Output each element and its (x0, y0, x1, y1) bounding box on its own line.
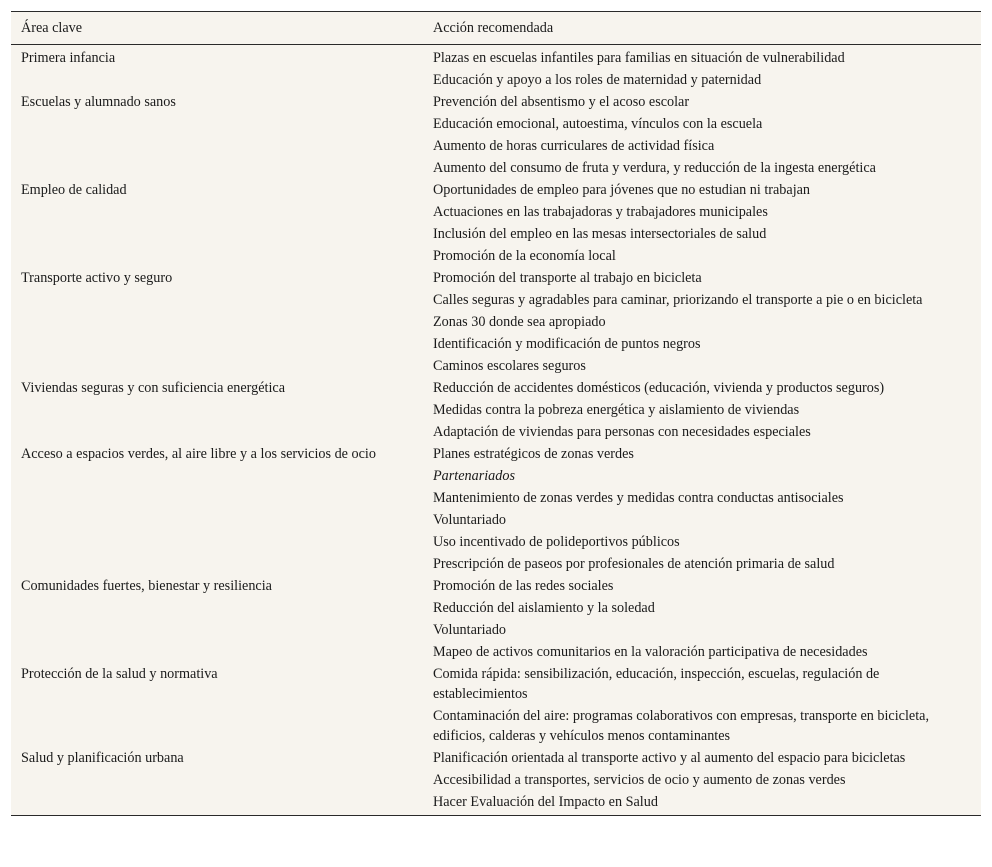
area-cell (11, 45, 423, 91)
action-item: Comida rápida: sensibilización, educación, inspección, escuelas, regulación de establecimientos (433, 666, 880, 702)
action-item: Calles seguras y agradables para caminar, priorizando el transporte a pie o en bicicleta (433, 292, 923, 308)
area-cell (11, 746, 423, 815)
action-item: Voluntariado (433, 512, 507, 528)
actions-cell (423, 90, 981, 178)
action-item: Promoción de la economía local (433, 248, 616, 264)
action-item: Voluntariado (433, 622, 507, 638)
actions-cell (423, 178, 981, 266)
recommendations-table (11, 11, 981, 816)
table-row (11, 442, 981, 574)
action-item: Adaptación de viviendas para personas con necesidades especiales (433, 424, 811, 440)
action-item: Reducción de accidentes domésticos (educación, vivienda y productos seguros) (433, 380, 885, 396)
header-area: Área clave (11, 12, 423, 45)
area-label: Acceso a espacios verdes, al aire libre y a los servicios de ocio (21, 446, 376, 462)
action-item: Promoción de las redes sociales (433, 578, 614, 594)
header-action: Acción recomendada (423, 12, 981, 45)
action-item: Promoción del transporte al trabajo en bicicleta (433, 270, 702, 286)
table (11, 12, 981, 815)
table-row (11, 662, 981, 746)
area-cell (11, 266, 423, 376)
area-label: Protección de la salud y normativa (21, 666, 218, 682)
actions-cell (423, 45, 981, 91)
area-label: Primera infancia (21, 50, 116, 66)
action-item: Educación y apoyo a los roles de maternidad y paternidad (433, 72, 762, 88)
action-item: Actuaciones en las trabajadoras y trabajadores municipales (433, 204, 768, 220)
actions-cell (423, 746, 981, 815)
action-item: Planificación orientada al transporte activo y al aumento del espacio para bicicletas (433, 750, 906, 766)
action-item: Partenariados (433, 468, 515, 484)
action-item: Prevención del absentismo y el acoso escolar (433, 94, 690, 110)
table-row (11, 45, 981, 91)
table-row (11, 376, 981, 442)
actions-cell (423, 662, 981, 746)
action-item: Contaminación del aire: programas colaborativos con empresas, transporte en bicicleta, edificios, calderas y vehículos menos contaminantes (433, 708, 929, 744)
table-header (11, 12, 981, 45)
area-cell (11, 376, 423, 442)
table-row (11, 90, 981, 178)
action-item: Plazas en escuelas infantiles para familias en situación de vulnerabilidad (433, 50, 845, 66)
actions-cell (423, 574, 981, 662)
actions-cell (423, 266, 981, 376)
action-item: Mapeo de activos comunitarios en la valoración participativa de necesidades (433, 644, 868, 660)
action-item: Educación emocional, autoestima, vínculos con la escuela (433, 116, 763, 132)
area-label: Escuelas y alumnado sanos (21, 94, 176, 110)
action-item: Uso incentivado de polideportivos públicos (433, 534, 680, 550)
area-label: Empleo de calidad (21, 182, 127, 198)
table-row (11, 266, 981, 376)
action-item: Oportunidades de empleo para jóvenes que no estudian ni trabajan (433, 182, 811, 198)
table-row (11, 178, 981, 266)
action-item: Reducción del aislamiento y la soledad (433, 600, 655, 616)
action-item: Mantenimiento de zonas verdes y medidas contra conductas antisociales (433, 490, 844, 506)
action-item: Accesibilidad a transportes, servicios de ocio y aumento de zonas verdes (433, 772, 846, 788)
action-item: Prescripción de paseos por profesionales de atención primaria de salud (433, 556, 835, 572)
action-item: Hacer Evaluación del Impacto en Salud (433, 794, 658, 810)
action-item: Identificación y modificación de puntos negros (433, 336, 701, 352)
action-item: Planes estratégicos de zonas verdes (433, 446, 634, 462)
area-cell (11, 178, 423, 266)
actions-cell (423, 442, 981, 574)
area-cell (11, 662, 423, 746)
area-label: Salud y planificación urbana (21, 750, 184, 766)
table-row (11, 574, 981, 662)
header-row (11, 12, 981, 45)
action-item: Aumento de horas curriculares de actividad física (433, 138, 715, 154)
action-item: Aumento del consumo de fruta y verdura, y reducción de la ingesta energética (433, 160, 876, 176)
action-item: Inclusión del empleo en las mesas intersectoriales de salud (433, 226, 767, 242)
area-label: Comunidades fuertes, bienestar y resiliencia (21, 578, 272, 594)
area-cell (11, 90, 423, 178)
action-item: Caminos escolares seguros (433, 358, 586, 374)
table-row (11, 746, 981, 815)
area-label: Transporte activo y seguro (21, 270, 173, 286)
area-label: Viviendas seguras y con suficiencia energética (21, 380, 286, 396)
actions-cell (423, 376, 981, 442)
area-cell (11, 442, 423, 574)
table-body (11, 45, 981, 816)
action-item: Medidas contra la pobreza energética y aislamiento de viviendas (433, 402, 800, 418)
area-cell (11, 574, 423, 662)
action-item: Zonas 30 donde sea apropiado (433, 314, 606, 330)
